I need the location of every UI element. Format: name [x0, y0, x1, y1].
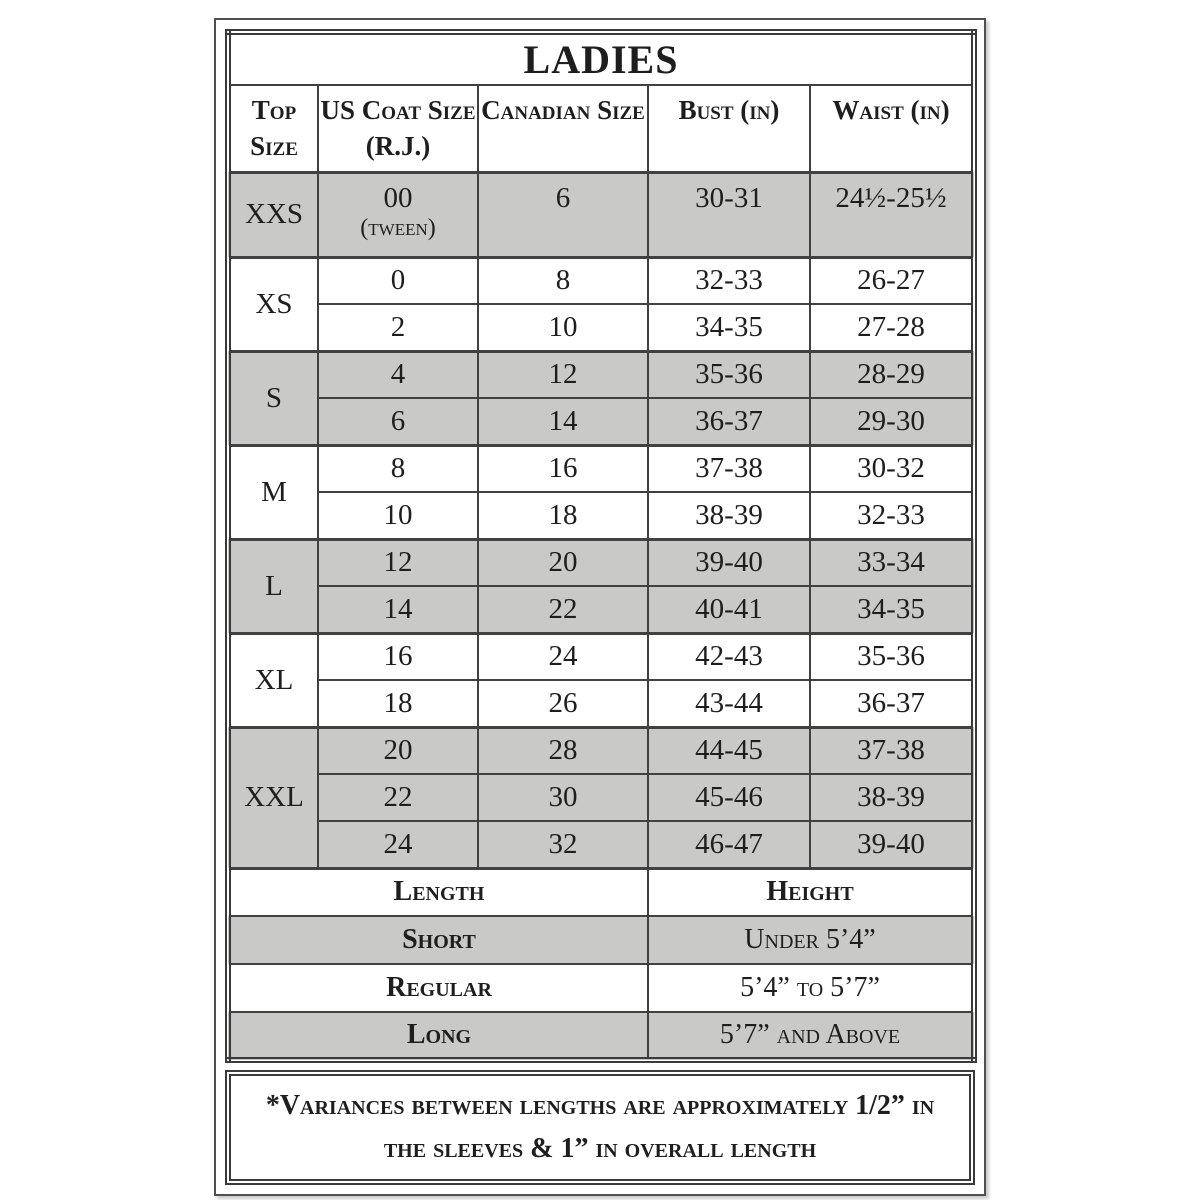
top-size-cell-s: S — [228, 351, 318, 445]
height-value-long: 5’7” and Above — [648, 1012, 974, 1060]
us-coat-size-value: 4 — [318, 351, 478, 398]
waist-value: 38-39 — [810, 774, 974, 821]
top-size-cell-m: M — [228, 445, 318, 539]
height-value-short: Under 5’4” — [648, 916, 974, 964]
waist-value: 35-36 — [810, 633, 974, 680]
size-row-xxl-3 — [228, 821, 974, 868]
size-row-xxl-1 — [228, 727, 974, 774]
canadian-size-value: 22 — [478, 586, 648, 633]
size-rows-body — [228, 172, 974, 868]
us-coat-size-value: 24 — [318, 821, 478, 868]
bust-value: 30-31 — [648, 172, 810, 257]
length-value-regular: Regular — [228, 964, 648, 1012]
canadian-size-value: 10 — [478, 304, 648, 351]
us-coat-size-value: 6 — [318, 398, 478, 445]
us-coat-size-value: 14 — [318, 586, 478, 633]
us-coat-size-value: 2 — [318, 304, 478, 351]
canadian-size-value: 6 — [478, 172, 648, 257]
height-header: Height — [648, 868, 974, 916]
size-row-l-1 — [228, 539, 974, 586]
us-coat-size-value: 20 — [318, 727, 478, 774]
bust-value: 35-36 — [648, 351, 810, 398]
waist-value: 28-29 — [810, 351, 974, 398]
size-row-m-2 — [228, 492, 974, 539]
length-height-header-row — [228, 868, 974, 916]
column-header-row — [228, 85, 974, 172]
length-row-short — [228, 916, 974, 964]
us-coat-size-value: 12 — [318, 539, 478, 586]
ladies-size-table — [225, 29, 977, 1063]
waist-value: 33-34 — [810, 539, 974, 586]
waist-value: 26-27 — [810, 257, 974, 304]
bust-value: 39-40 — [648, 539, 810, 586]
size-row-xxl-2 — [228, 774, 974, 821]
top-size-cell-xxl: XXL — [228, 727, 318, 868]
canadian-size-value: 32 — [478, 821, 648, 868]
bust-value: 43-44 — [648, 680, 810, 727]
us-coat-size-value: 22 — [318, 774, 478, 821]
waist-value: 37-38 — [810, 727, 974, 774]
table-title: LADIES — [228, 32, 974, 85]
col-header-canadian-size: Canadian Size — [478, 85, 648, 172]
waist-value: 39-40 — [810, 821, 974, 868]
bust-value: 46-47 — [648, 821, 810, 868]
us-coat-size-value: 18 — [318, 680, 478, 727]
size-row-xxs-1 — [228, 172, 974, 257]
size-row-s-1 — [228, 351, 974, 398]
bust-value: 45-46 — [648, 774, 810, 821]
length-header: Length — [228, 868, 648, 916]
top-size-cell-l: L — [228, 539, 318, 633]
bust-value: 32-33 — [648, 257, 810, 304]
col-header-top-size: Top Size — [228, 85, 318, 172]
col-header-waist: Waist (in) — [810, 85, 974, 172]
us-coat-size-value: 16 — [318, 633, 478, 680]
canadian-size-value: 14 — [478, 398, 648, 445]
size-row-l-2 — [228, 586, 974, 633]
us-coat-size-value: 0 — [318, 257, 478, 304]
waist-value: 36-37 — [810, 680, 974, 727]
us-coat-size-value: 8 — [318, 445, 478, 492]
length-height-body — [228, 868, 974, 1060]
canadian-size-value: 12 — [478, 351, 648, 398]
bust-value: 44-45 — [648, 727, 810, 774]
canadian-size-value: 16 — [478, 445, 648, 492]
length-value-short: Short — [228, 916, 648, 964]
footnote-text: *Variances between lengths are approximately 1/2” in the sleeves & 1” in overall length — [265, 1090, 935, 1165]
footnote-box — [225, 1070, 975, 1185]
size-row-xs-1 — [228, 257, 974, 304]
canadian-size-value: 20 — [478, 539, 648, 586]
height-value-regular: 5’4” to 5’7” — [648, 964, 974, 1012]
bust-value: 38-39 — [648, 492, 810, 539]
canadian-size-value: 28 — [478, 727, 648, 774]
length-row-long — [228, 1012, 974, 1060]
bust-value: 42-43 — [648, 633, 810, 680]
canadian-size-value: 18 — [478, 492, 648, 539]
bust-value: 40-41 — [648, 586, 810, 633]
waist-value: 34-35 — [810, 586, 974, 633]
waist-value: 29-30 — [810, 398, 974, 445]
us-coat-size-value — [318, 172, 478, 257]
top-size-cell-xs: XS — [228, 257, 318, 351]
waist-value: 32-33 — [810, 492, 974, 539]
col-header-bust: Bust (in) — [648, 85, 810, 172]
waist-value: 24½-25½ — [810, 172, 974, 257]
bust-value: 36-37 — [648, 398, 810, 445]
us-coat-size-number: 00 — [383, 181, 413, 214]
canadian-size-value: 26 — [478, 680, 648, 727]
canadian-size-value: 24 — [478, 633, 648, 680]
us-coat-size-note: (tween) — [360, 214, 436, 241]
size-row-xl-1 — [228, 633, 974, 680]
canadian-size-value: 8 — [478, 257, 648, 304]
size-row-m-1 — [228, 445, 974, 492]
waist-value: 27-28 — [810, 304, 974, 351]
top-size-cell-xxs: XXS — [228, 172, 318, 257]
size-row-xl-2 — [228, 680, 974, 727]
bust-value: 37-38 — [648, 445, 810, 492]
size-row-s-2 — [228, 398, 974, 445]
col-header-us-coat-size: US Coat Size (R.J.) — [318, 85, 478, 172]
chart-outer-frame — [214, 18, 986, 1196]
size-row-xs-2 — [228, 304, 974, 351]
top-size-cell-xl: XL — [228, 633, 318, 727]
waist-value: 30-32 — [810, 445, 974, 492]
title-row — [228, 32, 974, 85]
bust-value: 34-35 — [648, 304, 810, 351]
length-value-long: Long — [228, 1012, 648, 1060]
us-coat-size-value: 10 — [318, 492, 478, 539]
canadian-size-value: 30 — [478, 774, 648, 821]
length-row-regular — [228, 964, 974, 1012]
